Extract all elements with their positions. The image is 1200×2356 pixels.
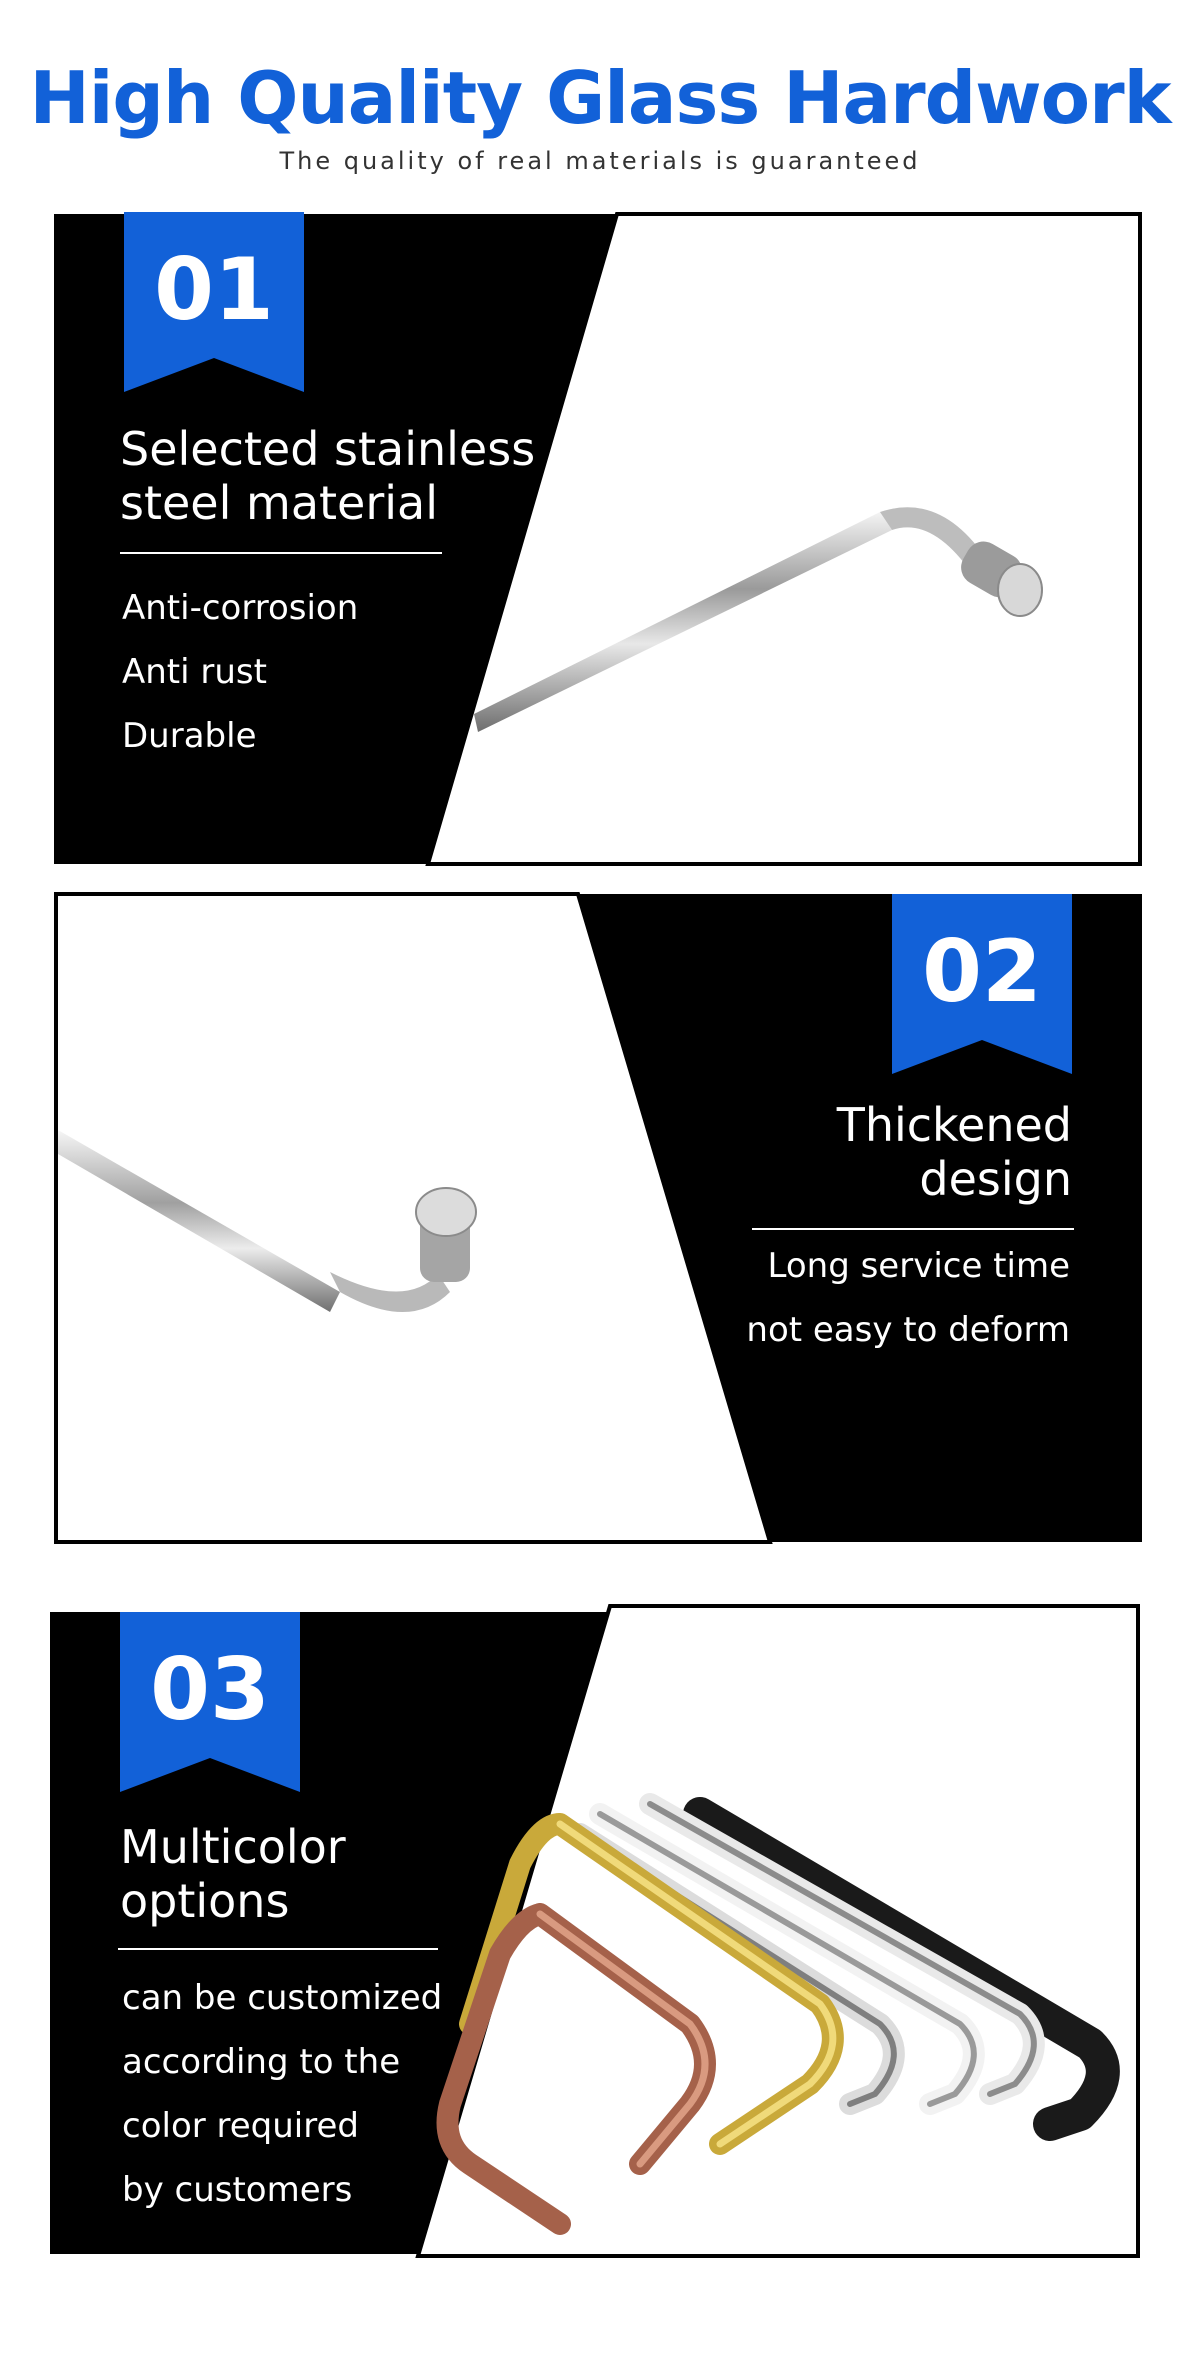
badge-number: 01 — [154, 240, 274, 340]
feature-panel-02 — [0, 892, 1200, 1548]
feature-panel-03 — [0, 1604, 1200, 2260]
feature-bullet: not easy to deform — [746, 1310, 1070, 1350]
divider — [118, 1948, 438, 1950]
feature-bullet: Durable — [122, 716, 257, 756]
feature-bullet: Anti rust — [122, 652, 267, 692]
page-title: High Quality Glass Hardwork — [29, 56, 1171, 140]
panel-title-line-1: Selected stainless — [120, 422, 536, 476]
feature-bullet: can be customized — [122, 1978, 443, 2018]
feature-bullet: by customers — [122, 2170, 353, 2210]
badge-number: 03 — [150, 1640, 270, 1740]
feature-bullet: Anti-corrosion — [122, 588, 359, 628]
badge-03 — [120, 1612, 300, 1792]
feature-bullet: color required — [122, 2106, 359, 2146]
feature-panel-01 — [0, 212, 1200, 868]
badge-01 — [124, 212, 304, 392]
panel-title-line-2: options — [120, 1874, 290, 1928]
panel-title-line-2: steel material — [120, 476, 439, 530]
panel-title-line-1: Multicolor — [120, 1820, 346, 1874]
divider — [752, 1228, 1074, 1230]
divider — [120, 552, 442, 554]
page-subtitle: The quality of real materials is guaranteed — [279, 147, 921, 175]
panel-title-line-2: design — [919, 1152, 1072, 1206]
feature-bullet: according to the — [122, 2042, 401, 2082]
panel-title-line-1: Thickened — [836, 1098, 1072, 1152]
badge-02 — [892, 894, 1072, 1074]
feature-bullet: Long service time — [767, 1246, 1070, 1286]
badge-number: 02 — [922, 922, 1042, 1022]
